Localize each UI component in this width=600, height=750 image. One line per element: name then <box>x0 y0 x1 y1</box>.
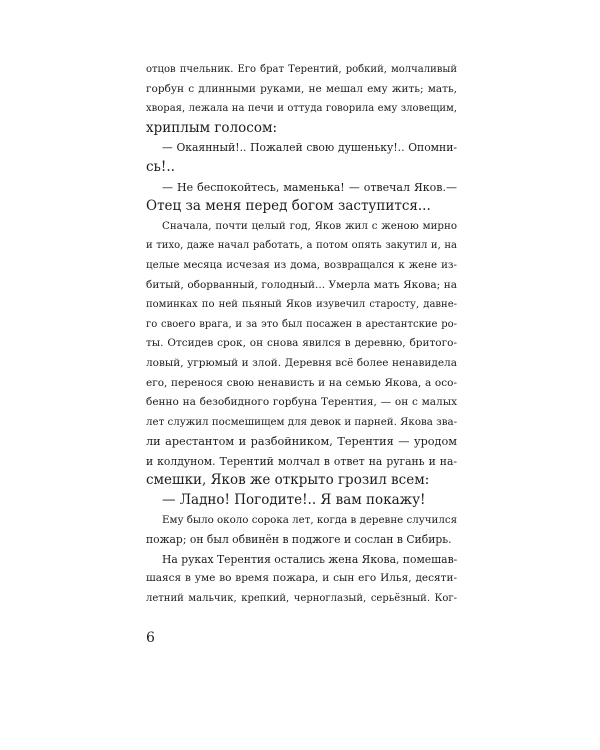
text-line: хворая, лежала на печи и оттуда говорила ему зловещим, <box>146 103 457 115</box>
text-line: отцов пчельник. Его брат Терентий, робкий, молчаливый <box>146 64 457 75</box>
text-line: Сначала, почти целый год, Яков жил с женою мирно <box>162 219 457 232</box>
text-line: и колдуном. Терентий молчал в ответ на ругань и на- <box>146 454 457 468</box>
text-line: и тихо, даже начал работать, а потом опять закутил и, на <box>146 240 457 252</box>
text-line: горбун с длинными руками, не мешал ему жить; мать, <box>146 82 457 95</box>
text-line: целые месяца исчезая из дома, возвращался к жене из- <box>146 258 457 271</box>
text-line: битый, оборванный, голодный... Умерла мать Якова; на <box>146 278 457 291</box>
text-line: Отец за меня перед богом заступится... <box>146 198 431 215</box>
text-line: Ему было около сорока лет, когда в деревне случился <box>162 513 458 526</box>
text-line: лет служил посмешищем для девок и парней. Якова зва- <box>146 415 458 428</box>
text-line: смешки, Яков же открыто грозил всем: <box>146 472 430 489</box>
text-line: ты. Отсидев срок, он снова явился в деревню, бритого- <box>146 337 457 350</box>
text-line: шаяся в уме во время пожара, и сын его Илья, десяти- <box>146 572 457 585</box>
text-line: бенно на безобидного горбуна Терентия, — он с малых <box>146 396 457 409</box>
text-line: — Ладно! Погодите!.. Я вам покажу! <box>162 492 426 509</box>
text-line: летний мальчик, крепкий, черноглазый, серьёзный. Ког- <box>146 593 457 605</box>
text-line: его, перенося свою ненависть и на семью Якова, а осо- <box>146 376 457 389</box>
text-line: пожар; он был обвинён в поджоге и сослан в Сибирь. <box>146 533 452 547</box>
text-line: — Окаянный!.. Пожалей свою душеньку!.. Опомни- <box>162 141 457 155</box>
page-number: 6 <box>146 630 155 646</box>
text-line: сь!.. <box>146 158 175 175</box>
text-line: ли арестантом и разбойником, Терентия — уродом <box>146 435 457 449</box>
body-text <box>146 60 457 609</box>
text-line: го своего врага, и за это был посажен в арестантские ро- <box>146 318 457 330</box>
text-line: поминках по ней пьяный Яков изувечил старосту, давне- <box>146 299 457 311</box>
text-line: хриплым голосом: <box>146 119 278 136</box>
text-line: — Не беспокойтесь, маменька! — отвечал Яков.— <box>162 180 457 194</box>
text-line: ловый, угрюмый и злой. Деревня всё более ненавидела <box>146 356 457 369</box>
text-line: На руках Терентия остались жена Якова, помешав- <box>162 552 458 566</box>
